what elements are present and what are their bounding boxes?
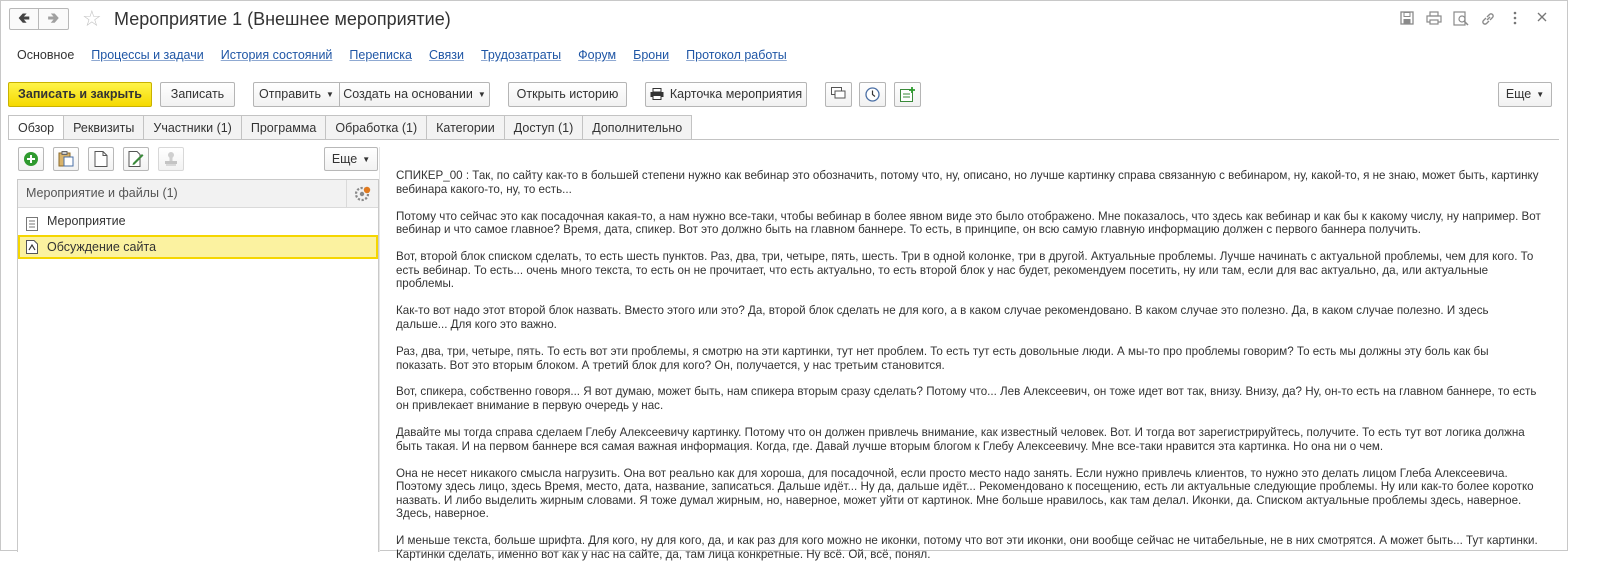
- title-bar: [1, 1, 1567, 39]
- section-bookings[interactable]: Брони: [633, 48, 670, 62]
- arrow-right-icon[interactable]: 🢂: [39, 8, 69, 30]
- arrow-left-icon[interactable]: 🢀: [9, 8, 39, 30]
- event-card-label: Карточка мероприятия: [669, 87, 803, 101]
- list-item-selected[interactable]: [18, 235, 378, 259]
- print-icon: [650, 88, 664, 100]
- new-document-icon[interactable]: [88, 147, 114, 171]
- list-item-label: Мероприятие: [47, 214, 126, 228]
- section-main[interactable]: Основное: [17, 48, 75, 62]
- more-button[interactable]: [1498, 82, 1552, 107]
- transcript-paragraph: Раз, два, три, четыре, пять. То есть вот эти проблемы, я смотрю на эти картинки, тут нет проблем. То есть тут есть довольные люди. А мы-то про проблемы говорим? То есть мы должны эту боль как бы показать. Вот это вторым блоком. А третий блок для кого? Он, получается, у нас третьим становится.: [396, 344, 1489, 372]
- transcript-text-area[interactable]: [381, 147, 1541, 561]
- tab-bar: [8, 115, 692, 140]
- print-icon[interactable]: [1425, 10, 1443, 28]
- event-card-button[interactable]: [645, 82, 807, 107]
- open-history-button[interactable]: Открыть историю: [508, 82, 627, 107]
- section-correspondence[interactable]: Переписка: [349, 48, 412, 62]
- send-button[interactable]: [253, 82, 340, 107]
- save-and-close-button[interactable]: Записать и закрыть: [8, 82, 152, 107]
- chevron-down-icon: ▼: [1536, 90, 1545, 99]
- transcript-paragraph: СПИКЕР_00 : Так, по сайту как-то в большей степени нужно как вебинар это обозначить, потому что, ну, описано, но лучше картинку справа связанную с вебинаром, ну, какой-то, я не знаю, может быть, картинку вебинара какого-то, ну, то есть...: [396, 169, 1539, 196]
- link-icon[interactable]: [1479, 10, 1497, 28]
- chevron-down-icon: ▼: [477, 90, 486, 99]
- transcript-paragraph: И меньше текста, больше шрифта. Для кого, ну для кого, да, и как раз для кого можно не иконки, потому что вот эти иконки, они вообще сейчас не читабельные, не в них смотрятся. А может быть... Тут картинки. Картинки сделать, именно вот как у нас на сайте, да, там лица конкретные. Ну всё. Ой, всё, понял.: [396, 534, 1538, 561]
- close-icon[interactable]: [1533, 10, 1551, 28]
- transcript-paragraph: Давайте мы тогда справа сделаем Глебу Алексеевичу картинку. Потому что он должен привлечь внимание, как известный человек. Вот. И тогда вот зарегистрируйтесь, получите. То есть тут вот логика должна быть такая. И на первом баннере вся самая важная информация. Когда, где. Давай лучше вторым блогом к Глебу Алексеевичу. Мне все-таки нравится эта картинка. Но она ни о чем.: [396, 426, 1525, 453]
- tab-attributes[interactable]: Реквизиты: [64, 115, 144, 140]
- transcript-paragraph: Потому что сейчас это как посадочная какая-то, а нам нужно все-таки, чтобы вебинар в более явном виде это было отображено. Мне показалось, что здесь как вебинар и как бы к какому числу, ну например. Вот вебинар и что самое главное? Время, дата, спикер. Вот это должно быть на главном баннере. То есть, в принципе, он всю самую главную информацию должен с первого баннера получить.: [396, 209, 1541, 237]
- section-work-log[interactable]: Протокол работы: [686, 48, 787, 62]
- stamp-icon[interactable]: [158, 147, 184, 171]
- list-item-label: Обсуждение сайта: [47, 240, 157, 254]
- create-based-on-button[interactable]: [339, 82, 490, 107]
- star-icon[interactable]: ☆: [82, 6, 102, 31]
- file-icon: [26, 240, 38, 260]
- section-status-history[interactable]: История состояний: [220, 48, 333, 62]
- paste-icon[interactable]: [53, 147, 79, 171]
- settings-gear-icon[interactable]: [346, 180, 378, 207]
- section-processes[interactable]: Процессы и задачи: [91, 48, 204, 62]
- tab-access[interactable]: Доступ (1): [505, 115, 583, 140]
- add-task-icon[interactable]: [894, 82, 921, 107]
- transcript-paragraph: Она не несет никакого смысла нагрузить. Она вот реально как для хороша, для посадочной, если просто место надо занять. Если нужно привлечь клиентов, то нужно это делать лицом Глеба Алексеевича. Поэтому здесь лицо, здесь Время, место, дата, название, записаться. Дальше идёт... Ну да, дальше идёт... Рекомендовано к посещению, есть ли актуальные следующие проблемы. Ну или как-то более коротко назвать. И либо выделить жирным словами. Я тоже думал жирным, но, наверное, может уйти от картинок. Мне больше нравилось, как там делал. Иконки, да. Списком актуальные проблемы здесь, наверное. Здесь, наверное.: [396, 466, 1534, 521]
- files-more-label: Еще: [331, 152, 358, 166]
- section-panel: [17, 48, 804, 62]
- edit-document-icon[interactable]: [123, 147, 149, 171]
- files-tree: [17, 179, 379, 552]
- files-tree-title: Мероприятие и файлы (1): [26, 186, 178, 200]
- more-label: Еще: [1505, 87, 1532, 101]
- save-button[interactable]: Записать: [160, 82, 235, 107]
- menu-dots-icon[interactable]: [1506, 10, 1524, 28]
- window-title: Мероприятие 1 (Внешнее мероприятие): [114, 9, 451, 29]
- command-bar: [8, 82, 1567, 108]
- chat-icon[interactable]: [825, 82, 852, 107]
- tab-divider: [8, 139, 1559, 140]
- create-based-on-label: Создать на основании: [343, 87, 473, 101]
- tab-categories[interactable]: Категории: [427, 115, 505, 140]
- title-toolbar: [1398, 10, 1551, 28]
- tab-processing[interactable]: Обработка (1): [326, 115, 427, 140]
- tab-additional[interactable]: Дополнительно: [583, 115, 692, 140]
- tab-program[interactable]: Программа: [242, 115, 327, 140]
- files-more-button[interactable]: [324, 147, 378, 171]
- section-forum[interactable]: Форум: [578, 48, 617, 62]
- preview-icon[interactable]: [1452, 10, 1470, 28]
- add-icon[interactable]: [18, 147, 44, 171]
- clock-icon[interactable]: [859, 82, 886, 107]
- tab-participants[interactable]: Участники (1): [144, 115, 241, 140]
- files-tree-header: [18, 180, 378, 208]
- section-links[interactable]: Связи: [428, 48, 464, 62]
- save-icon[interactable]: [1398, 10, 1416, 28]
- chevron-down-icon: ▼: [362, 155, 371, 164]
- transcript-paragraph: Вот, второй блок списком сделать, то есть шесть пунктов. Раз, два, три, четыре, пять, шесть. Три в одной колонке, три в другой. Актуальные проблемы. Лучше начинать с актуальной проблемы, чем для кого. То есть вебинар. То есть... очень много текста, то есть он не прочитает, что есть актуально, то есть второй блок у нас будет, рекомендуем посетить, ну или там, если для вас актуально, да, или актуальные проблемы.: [396, 250, 1534, 291]
- section-labor-costs[interactable]: Трудозатраты: [480, 48, 562, 62]
- chevron-down-icon: ▼: [326, 90, 334, 99]
- tab-overview[interactable]: Обзор: [8, 115, 64, 140]
- send-button-label: Отправить: [259, 87, 322, 101]
- panel-divider: [379, 147, 380, 552]
- transcript-paragraph: Вот, спикера, собственно говоря... Я вот думаю, может быть, нам спикера вторым сразу сделать? Потому что... Лев Алексеевич, он тоже идет вот так, внизу. Внизу, да? Ну, он-то есть на главном баннере, то есть он привлекает внимание в первую очередь у нас.: [396, 385, 1537, 413]
- transcript-paragraph: Как-то вот надо этот второй блок назвать. Вместо этого или это? Да, второй блок сделать не для кого, а в каком случае рекомендовано. В каком случае это полезно. Да, в каком случае полезно. И здесь дальше... Для кого это важно.: [396, 304, 1489, 331]
- list-item[interactable]: [18, 208, 378, 234]
